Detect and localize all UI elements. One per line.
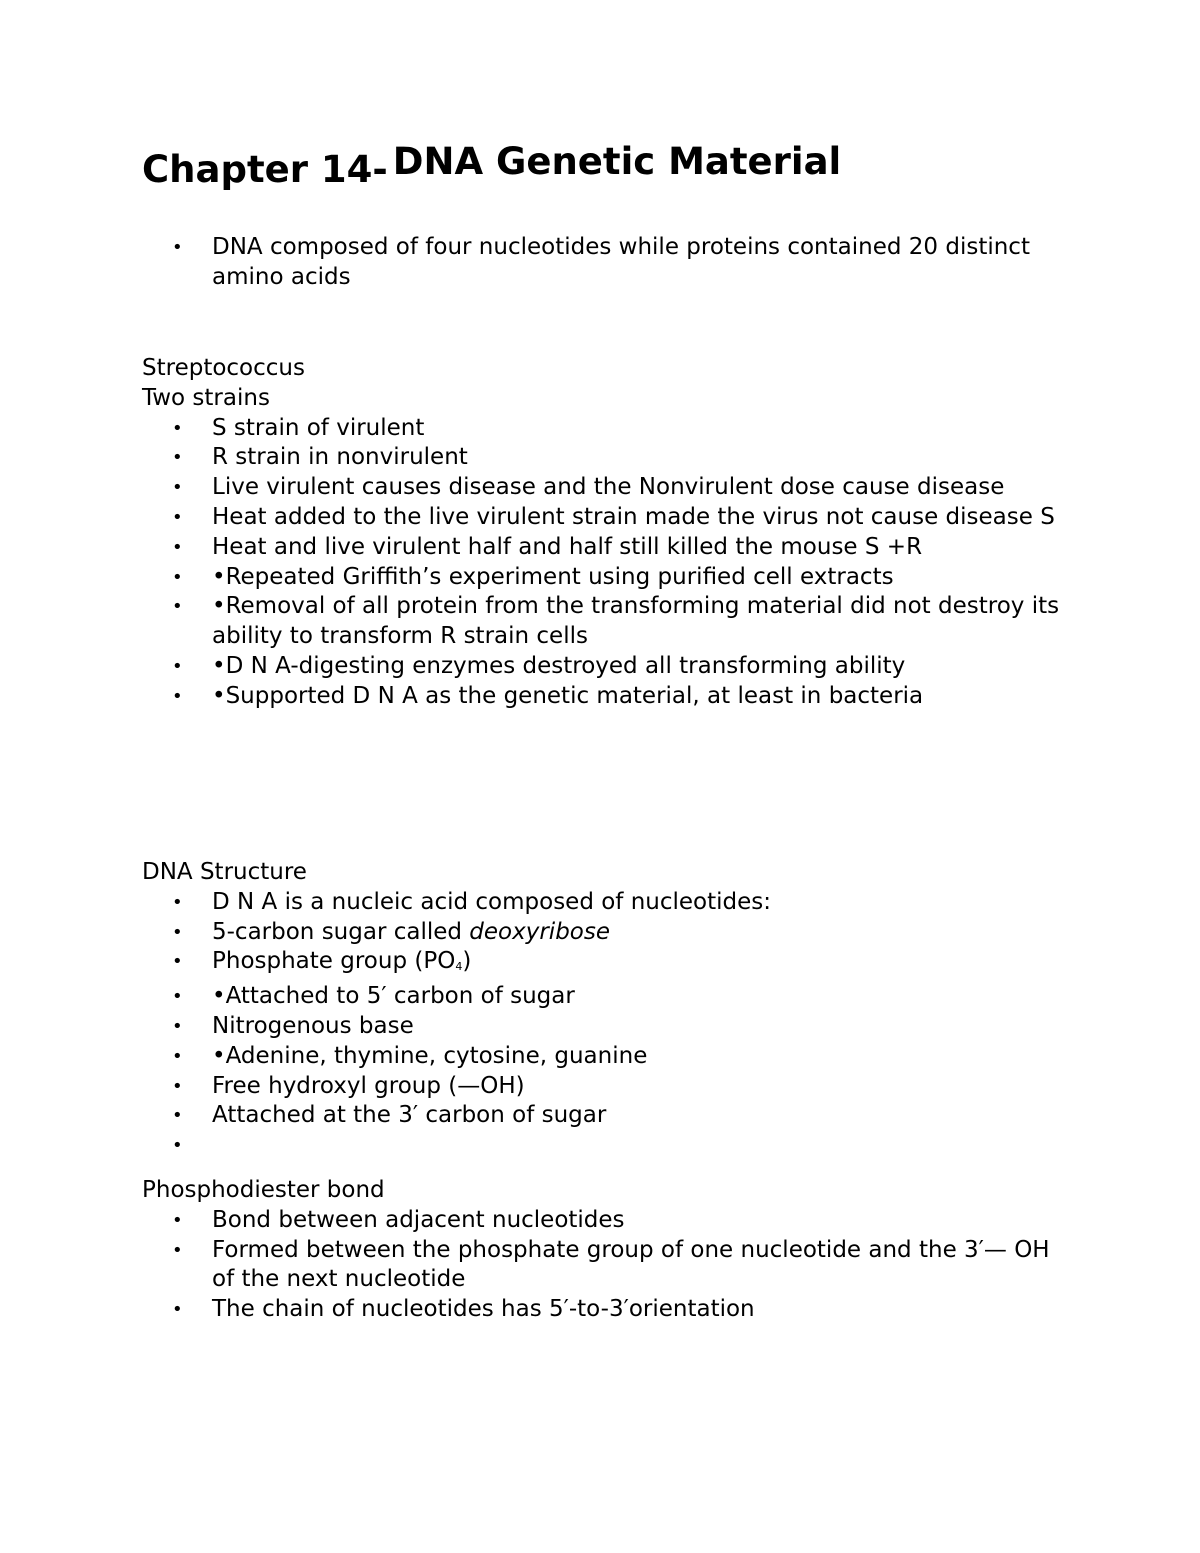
list-item: • The chain of nucleotides has 5′-to-3′orientation — [142, 1295, 1072, 1325]
list-item — [142, 918, 1072, 948]
list-item — [142, 947, 1072, 982]
list-item: • •Attached to 5′ carbon of sugar — [142, 982, 1072, 1012]
chapter-subject: DNA Genetic Material — [392, 140, 842, 183]
list-item: • Bond between adjacent nucleotides — [142, 1206, 1072, 1236]
section-heading: DNA Structure — [142, 859, 307, 885]
dna-structure-list — [142, 888, 1072, 1151]
subscript: 4 — [455, 960, 463, 974]
intro-section — [142, 233, 1072, 293]
list-item: • DNA composed of four nucleotides while proteins contained 20 distinct amino acids — [142, 233, 1072, 293]
chapter-number: Chapter 14- — [142, 148, 388, 191]
list-item: • Live virulent causes disease and the Nonvirulent dose cause disease — [142, 473, 1072, 503]
list-item: • •Removal of all protein from the transforming material did not destroy its ability to transform R strain cells — [142, 592, 1072, 652]
chapter-title — [142, 140, 842, 191]
streptococcus-list — [142, 414, 1072, 712]
intro-list — [142, 233, 1072, 293]
phosphodiester-list — [142, 1206, 1072, 1325]
list-item: • •Supported D N A as the genetic material, at least in bacteria — [142, 682, 1072, 712]
list-item-text: ) — [462, 948, 472, 975]
list-item: • •Adenine, thymine, cytosine, guanine — [142, 1042, 1072, 1072]
section-heading: Streptococcus — [142, 355, 305, 381]
list-item: • Attached at the 3′ carbon of sugar — [142, 1101, 1072, 1131]
list-item: • Free hydroxyl group (—OH) — [142, 1072, 1072, 1102]
empty-list-item — [142, 1131, 1072, 1151]
list-item: • Heat added to the live virulent strain made the virus not cause disease S — [142, 503, 1072, 533]
list-item: • D N A is a nucleic acid composed of nucleotides: — [142, 888, 1072, 918]
streptococcus-section — [142, 354, 1072, 712]
list-item: • •D N A-digesting enzymes destroyed all transforming ability — [142, 652, 1072, 682]
section-subheading: Two strains — [142, 384, 270, 411]
dna-structure-section — [142, 858, 1072, 1151]
list-item: • Formed between the phosphate group of one nucleotide and the 3′— OH of the next nucleotide — [142, 1236, 1072, 1296]
deoxyribose-term: deoxyribose — [469, 918, 610, 945]
list-item-text: Phosphate group (PO — [212, 948, 456, 975]
list-item: • Nitrogenous base — [142, 1012, 1072, 1042]
phosphodiester-section — [142, 1176, 1072, 1325]
list-item: • Heat and live virulent half and half still killed the mouse S +R — [142, 533, 1072, 563]
section-heading: Phosphodiester bond — [142, 1177, 385, 1203]
list-item: • •Repeated Griffith’s experiment using purified cell extracts — [142, 563, 1072, 593]
list-item-text: 5-carbon sugar called — [212, 918, 470, 945]
list-item: • R strain in nonvirulent — [142, 443, 1072, 473]
list-item: • S strain of virulent — [142, 414, 1072, 444]
